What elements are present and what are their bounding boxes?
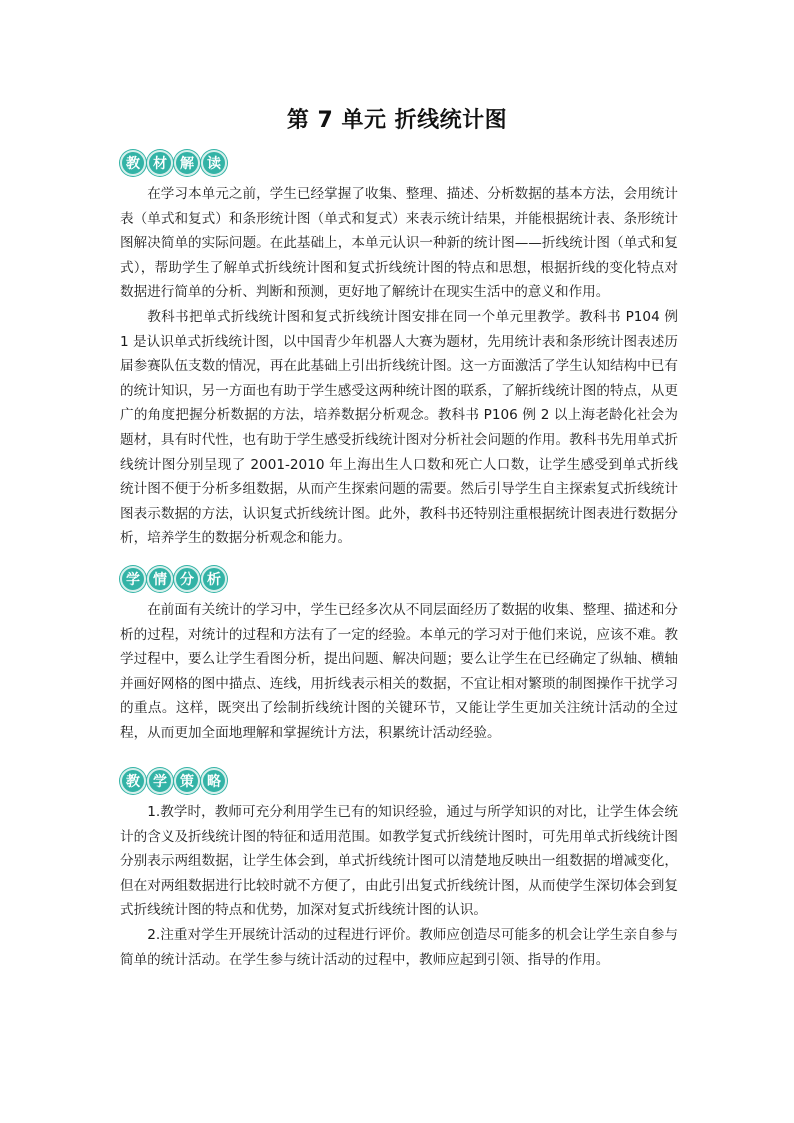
heading-char: 解: [174, 150, 200, 176]
section-student-analysis: [120, 566, 678, 746]
section-heading-badge: [120, 768, 678, 794]
heading-char: 策: [174, 768, 200, 794]
section-textbook-interpretation: [120, 150, 678, 551]
paragraph: 2.注重对学生开展统计活动的过程进行评价。教师应创造尽可能多的机会让学生亲自参与简单的统计活动。在学生参与统计活动的过程中，教师应起到引领、指导的作用。: [120, 926, 678, 968]
heading-char: 读: [201, 150, 227, 176]
heading-char: 教: [120, 768, 146, 794]
section-heading-badge: [120, 150, 678, 176]
heading-char: 分: [174, 566, 200, 592]
section-teaching-strategy: [120, 768, 678, 972]
heading-char: 析: [201, 566, 227, 592]
section-heading-badge: [120, 566, 678, 592]
heading-char: 略: [201, 768, 227, 794]
paragraph: 在学习本单元之前，学生已经掌握了收集、整理、描述、分析数据的基本方法，会用统计表（单式和复式）和条形统计图（单式和复式）来表示统计结果，并能根据统计表、条形统计图解决简单的实际问题。在此基础上，本单元认识一种新的统计图——折线统计图（单式和复式），帮助学生了解单式折线统计图和复式折线统计图的特点和思想，根据折线的变化特点对数据进行简单的分析、判断和预测，更好地了解统计在现实生活中的意义和作用。: [120, 186, 678, 301]
heading-char: 情: [147, 566, 173, 592]
heading-char: 材: [147, 150, 173, 176]
heading-char: 教: [120, 150, 146, 176]
paragraph: 1.教学时，教师可充分利用学生已有的知识经验，通过与所学知识的对比，让学生体会统计的含义及折线统计图的特征和适用范围。如教学复式折线统计图时，可先用单式折线统计图分别表示两组数据，让学生体会到，单式折线统计图可以清楚地反映出一组数据的增减变化，但在对两组数据进行比较时就不方便了，由此引出复式折线统计图，从而使学生深切体会到复式折线统计图的特点和优势，加深对复式折线统计图的认识。: [120, 804, 678, 919]
paragraph: 教科书把单式折线统计图和复式折线统计图安排在同一个单元里教学。教科书 P104 例 1 是认识单式折线统计图，以中国青少年机器人大赛为题材，先用统计表和条形统计图表述历届参赛队伍支数的情况，再在此基础上引出折线统计图。这一方面激活了学生认知结构中已有的统计知识，另一方面也有助于学生感受这两种统计图的联系，了解折线统计图的特点，从更广的角度把握分析数据的方法，培养数据分析观念。教科书 P106 例 2 以上海老龄化社会为题材，具有时代性，也有助于学生感受折线统计图对分析社会问题的作用。教科书先用单式折线统计图分别呈现了 2001-2010 年上海出生人口数和死亡人口数，让学生感受到单式折线统计图不便于分析多组数据，从而产生探索问题的需要。然后引导学生自主探索复式折线统计图表示数据的方法，认识复式折线统计图。此外，教科书还特别注重根据统计图表进行数据分析，培养学生的数据分析观念和能力。: [120, 308, 678, 547]
heading-char: 学: [147, 768, 173, 794]
paragraph: 在前面有关统计的学习中，学生已经多次从不同层面经历了数据的收集、整理、描述和分析的过程，对统计的过程和方法有了一定的经验。本单元的学习对于他们来说，应该不难。教学过程中，要么让学生看图分析，提出问题、解决问题；要么让学生在已经确定了纵轴、横轴并画好网格的图中描点、连线，用折线表示相关的数据，不宜让相对繁琐的制图操作干扰学习的重点。这样，既突出了绘制折线统计图的关键环节，又能让学生更加关注统计活动的全过程，从而更加全面地理解和掌握统计方法，积累统计活动经验。: [120, 602, 678, 741]
page-title: 第 7 单元 折线统计图: [286, 108, 508, 133]
heading-char: 学: [120, 566, 146, 592]
